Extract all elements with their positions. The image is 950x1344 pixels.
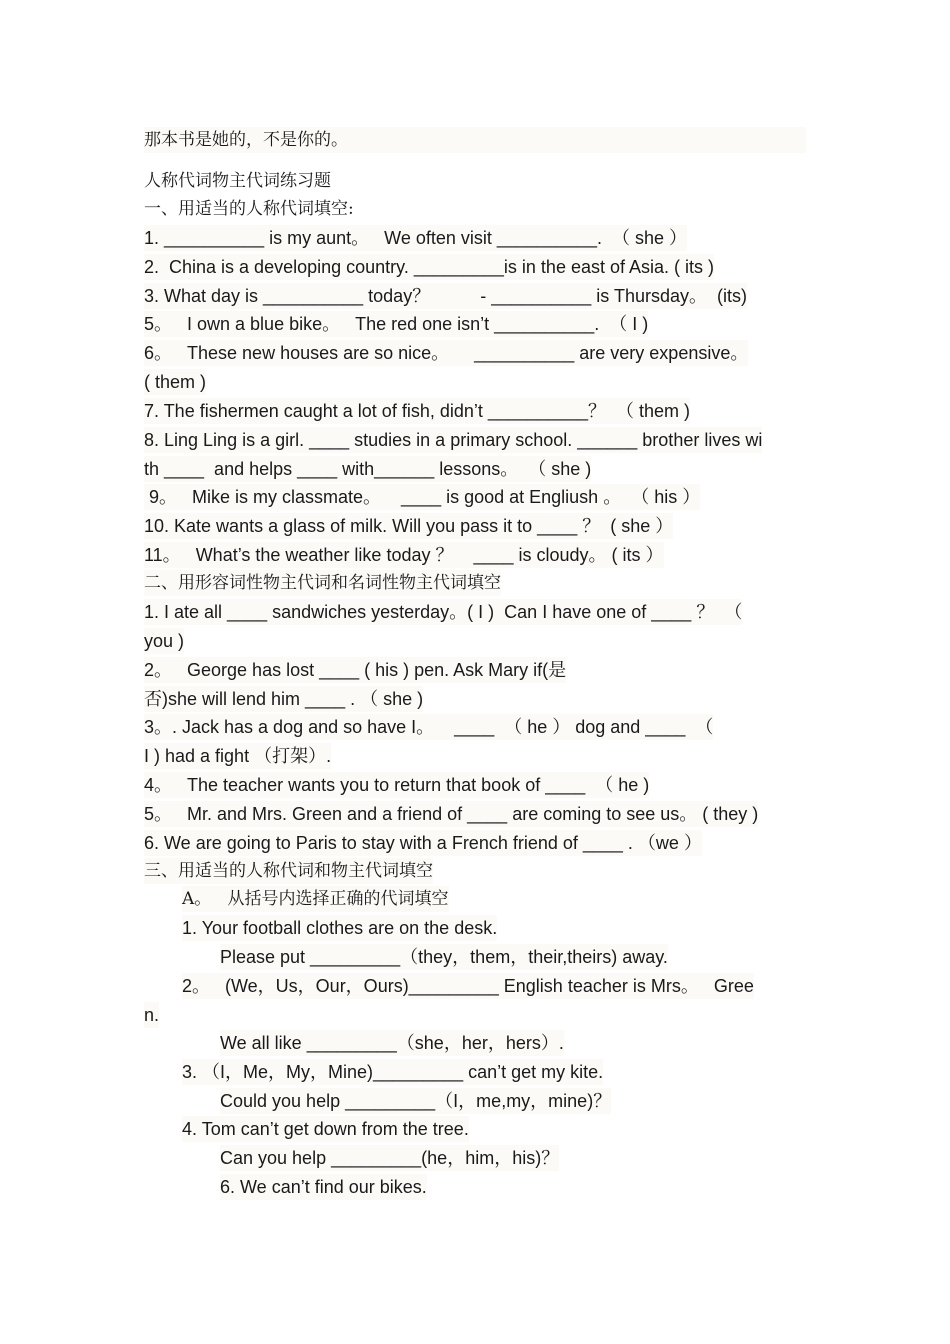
exercise-line: 1. I ate all ____ sandwiches yesterday。( I ) Can I have one of ____ ？ （ [144, 599, 742, 625]
exercise-line: 2。 George has lost ____ ( his ) pen. Ask Mary if(是 [144, 657, 566, 683]
worksheet-title: 人称代词物主代词练习题 [144, 171, 331, 191]
exercise-line: 2。 (We，Us，Our，Ours)_________ English teacher is Mrs。 Gree [182, 973, 754, 999]
exercise-line: 2. China is a developing country. _________is in the east of Asia. ( its ) [144, 254, 714, 280]
exercise-line: Please put _________（they，them，their,theirs) away. [220, 944, 668, 970]
exercise-line: 3. What day is __________ today？ - __________ is Thursday。 (its) [144, 283, 747, 309]
exercise-line: We all like _________（she，her，hers）. [220, 1030, 564, 1056]
exercise-line: 7. The fishermen caught a lot of fish, didn’t __________？ （ them ) [144, 398, 690, 424]
exercise-line: 4。 The teacher wants you to return that book of ____ （ he ) [144, 772, 649, 798]
exercise-line: 5。 I own a blue bike。 The red one isn’t __________. （ I ) [144, 311, 648, 337]
exercise-line: th ____ and helps ____ with______ lessons。 （ she ) [144, 456, 591, 482]
line-1: 那本书是她的，不是你的。 [144, 127, 806, 153]
exercise-line: 10. Kate wants a glass of milk. Will you pass it to ____ ？ ( she ） [144, 513, 673, 539]
exercise-line: 1. __________ is my aunt。 We often visit __________. （ she ） [144, 225, 687, 251]
exercise-line: 6。 These new houses are so nice。 __________ are very expensive。 [144, 340, 748, 366]
exercise-line: ( them ) [144, 369, 206, 395]
exercise-line: 6. We can’t find our bikes. [220, 1174, 427, 1200]
section-3-heading: 三、用适当的人称代词和物主代词填空 [144, 858, 433, 884]
exercise-line: 3. （I，Me，My，Mine)_________ can’t get my kite. [182, 1059, 603, 1085]
exercise-line: I ) had a fight （打架）. [144, 743, 331, 769]
exercise-line: 3。. Jack has a dog and so have I。 ____ （ he ） dog and ____ （ [144, 714, 713, 740]
exercise-line: 1. Your football clothes are on the desk. [182, 915, 497, 941]
exercise-line: 5。 Mr. and Mrs. Green and a friend of ____ are coming to see us。 ( they ) [144, 801, 758, 827]
exercise-line: 6. We are going to Paris to stay with a French friend of ____ . （we ） [144, 830, 702, 856]
exercise-line: 4. Tom can’t get down from the tree. [182, 1116, 469, 1142]
section-2-heading: 二、用形容词性物主代词和名词性物主代词填空 [144, 570, 501, 596]
exercise-line: 8. Ling Ling is a girl. ____ studies in a primary school. ______ brother lives wi [144, 427, 762, 453]
exercise-line: 否)she will lend him ____ . （ she ) [144, 686, 423, 712]
exercise-line: n. [144, 1002, 159, 1028]
exercise-line: 11。 What’s the weather like today ？ ____ is cloudy。 ( its ） [144, 542, 664, 568]
section-1-heading: 一、用适当的人称代词填空: [144, 199, 354, 219]
exercise-line: Could you help _________（I，me,my，mine)？ [220, 1088, 611, 1114]
exercise-line: 9。 Mike is my classmate。 ____ is good at Engliush 。 （ his ） [144, 484, 700, 510]
subsection-a-heading: A。 从括号内选择正确的代词填空 [182, 886, 449, 912]
exercise-line: Can you help _________(he，him，his)？ [220, 1145, 559, 1171]
exercise-line: you ) [144, 628, 184, 654]
